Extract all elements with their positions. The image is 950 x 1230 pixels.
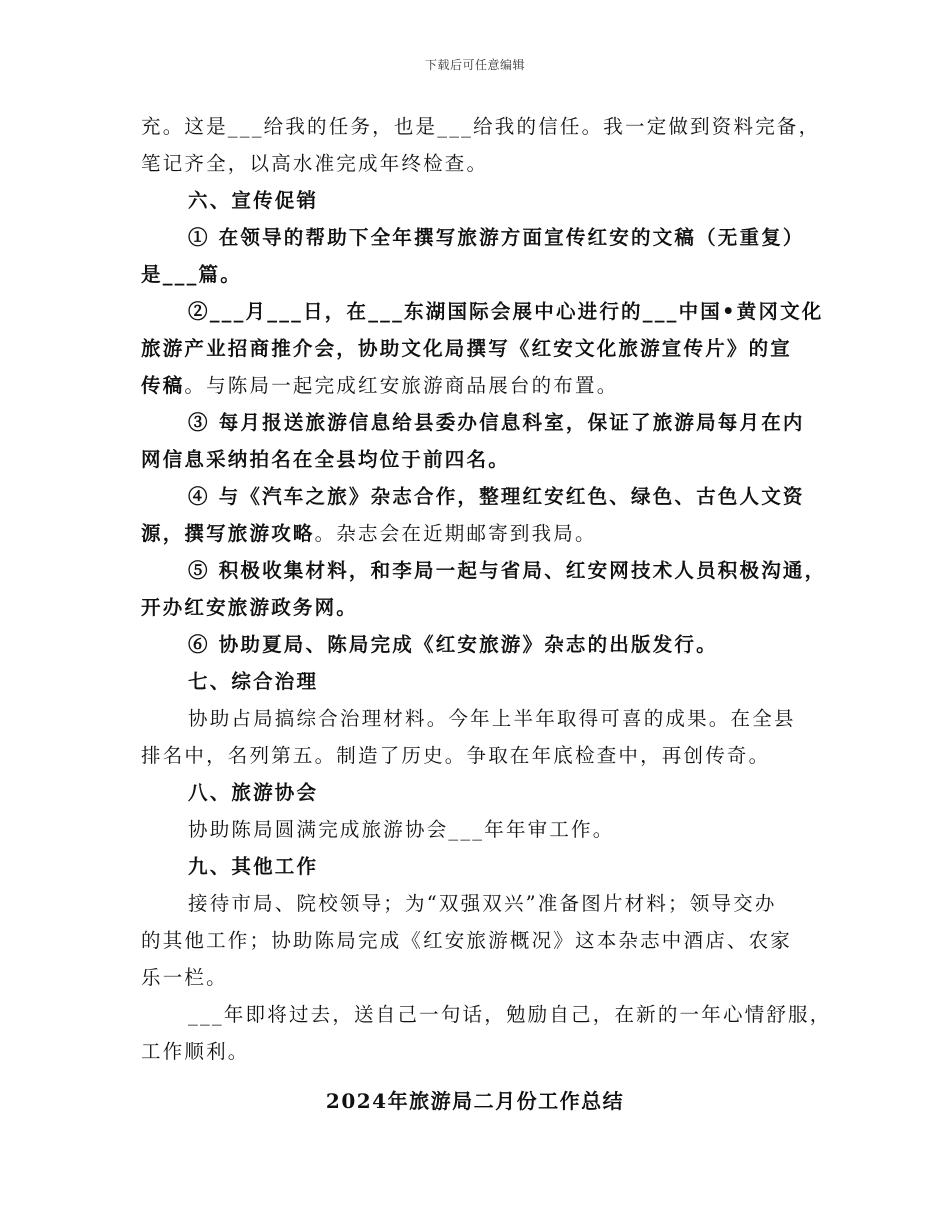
section-9-line: 乐一栏。 <box>141 966 228 989</box>
section-7-line: 排名中，名列第五。制造了历史。争取在年底检查中，再创传奇。 <box>141 744 771 767</box>
item-6-6-line: ⑥ 协助夏局、陈局完成《红安旅游》杂志的出版发行。 <box>188 633 718 656</box>
item-6-1-line: 是___篇。 <box>141 263 242 286</box>
item-6-4-bold-part: 源，撰写旅游攻略 <box>141 522 315 545</box>
page-header: 下载后可任意编辑 <box>424 58 525 72</box>
section-heading-8: 八、旅游协会 <box>188 781 319 804</box>
section-8-line: 协助陈局圆满完成旅游协会___年年审工作。 <box>188 818 615 841</box>
item-6-4-normal-part: 。杂志会在近期邮寄到我局。 <box>314 522 597 545</box>
item-6-4-line <box>141 515 811 552</box>
item-6-5-line: ⑤ 积极收集材料，和李局一起与省局、红安网技术人员积极沟通， <box>188 559 827 582</box>
item-6-2-line: 旅游产业招商推介会，协助文化局撰写《红安文化旅游宣传片》的宣 <box>141 337 793 360</box>
item-6-2-bold-part: 传稿 <box>141 374 185 397</box>
item-6-5-line: 开办红安旅游政务网。 <box>141 596 359 619</box>
closing-line: 工作顺利。 <box>141 1040 250 1063</box>
item-6-4-line: ④ 与《汽车之旅》杂志合作，整理红安红色、绿色、古色人文资 <box>188 485 805 508</box>
item-6-2-line: ②___月___日，在___东湖国际会展中心进行的___中国•黄冈文化 <box>188 300 824 323</box>
item-6-1-line: ① 在领导的帮助下全年撰写旅游方面宣传红安的文稿（无重复） <box>188 226 805 249</box>
section-9-line: 的其他工作；协助陈局完成《红安旅游概况》这本杂志中酒店、农家 <box>141 929 793 952</box>
section-heading-9: 九、其他工作 <box>188 855 319 878</box>
paragraph-line: 笔记齐全，以高水准完成年终检查。 <box>141 152 489 175</box>
section-heading-6: 六、宣传促销 <box>188 189 319 212</box>
item-6-3-line: 网信息采纳拍名在全县均位于前四名。 <box>141 448 510 471</box>
paragraph-line: 充。这是___给我的任务，也是___给我的信任。我一定做到资料完备， <box>141 115 821 138</box>
closing-line: ___年即将过去，送自己一句话，勉励自己，在新的一年心情舒服， <box>188 1003 832 1026</box>
item-6-3-line: ③ 每月报送旅游信息给县委办信息科室，保证了旅游局每月在内 <box>188 411 805 434</box>
item-6-2-normal-part: 。与陈局一起完成红安旅游商品展台的布置。 <box>184 374 619 397</box>
next-document-title: 2024年旅游局二月份工作总结 <box>325 1089 625 1113</box>
section-heading-7: 七、综合治理 <box>188 670 319 693</box>
section-7-line: 协助占局搞综合治理材料。今年上半年取得可喜的成果。在全县 <box>188 707 796 730</box>
section-9-line: 接待市局、院校领导；为“双强双兴”准备图片材料；领导交办 <box>188 892 777 915</box>
item-6-2-line <box>141 367 811 404</box>
document-body <box>141 108 832 1070</box>
